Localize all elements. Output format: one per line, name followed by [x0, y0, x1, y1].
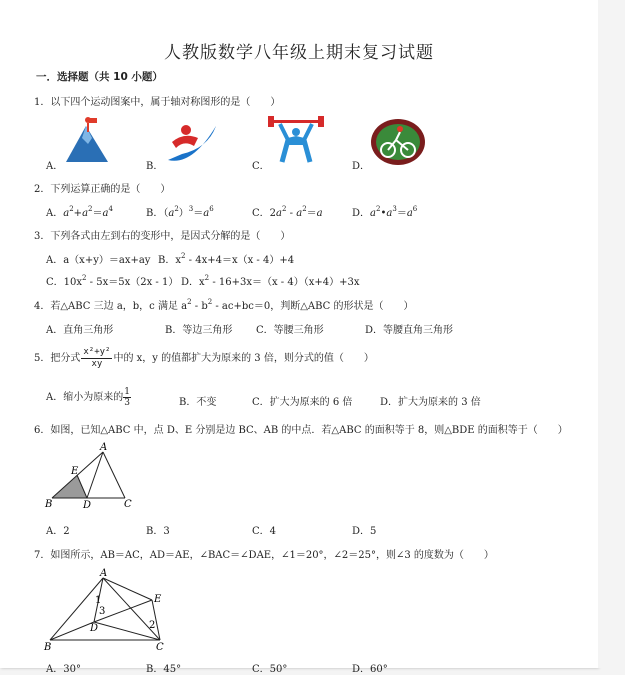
q6-option-c: C．4 [252, 526, 277, 537]
q5-option-d: D．扩大为原来的 3 倍 [380, 397, 481, 408]
q4-option-c: C．等腰三角形 [256, 325, 324, 336]
q7-label-b: B [44, 642, 52, 653]
q7-option-b: B．45° [146, 664, 182, 675]
section-heading: 一．选择题（共 10 小题） [36, 71, 163, 83]
viewer-margin [598, 0, 625, 668]
q5-option-b: B．不变 [179, 397, 217, 408]
q7-option-d: D．60° [352, 664, 388, 675]
q2-option-c: C．$2a^2 - a^2=a$ [252, 205, 323, 219]
q4-option-b: B．等边三角形 [165, 325, 233, 336]
page-title: 人教版数学八年级上期末复习试题 [164, 43, 434, 63]
q7-label-a: A [100, 568, 108, 579]
q2-option-d: D．$a^2•a^3=a^6$ [352, 205, 418, 219]
q2-stem: 2．下列运算正确的是（ ） [34, 184, 171, 195]
q6-label-c: C [124, 499, 132, 510]
q7-label-e: E [154, 594, 162, 605]
q1-option-c-label: C． [252, 161, 270, 172]
one-third-fraction: $\frac{1}{3}$ [124, 387, 130, 408]
q1-option-d-label: D． [352, 161, 371, 172]
q5-option-a: A．缩小为原来的 $\frac{1}{3}$ [46, 387, 130, 408]
q1-option-b-label: B． [146, 161, 164, 172]
q6-stem: 6．如图，已知△ABC 中，点 D、E 分别是边 BC、AB 的中点．若△ABC 的面积等于 8，则△BDE 的面积等于（ ） [34, 425, 568, 436]
q7-option-c: C．50° [252, 664, 288, 675]
q6-option-b: B．3 [146, 526, 170, 537]
q6-triangle-figure [40, 440, 140, 512]
q6-option-a: A．2 [46, 526, 70, 537]
q6-label-d: D [83, 500, 92, 511]
q6-option-d: D．5 [352, 526, 377, 537]
q4-option-a: A．直角三角形 [46, 325, 114, 336]
q7-option-a: A．30° [46, 664, 81, 675]
q3-option-b: B．$x^2 - 4x+4=x(x - 4)+4$ [158, 252, 295, 266]
q6-label-e: E [71, 466, 79, 477]
mountain-climber-icon [62, 116, 112, 166]
q2-option-a: A．$a^2+a^2=a^4$ [46, 205, 113, 219]
q7-angle-1: 1 [95, 595, 102, 606]
q5-stem: 5．把分式 $\frac{\text{x²+y²}}{xy}$ 中的 x，y 的值都扩大为原来的 3 倍，则分式的值（ ） [34, 347, 374, 369]
q4-stem: 4．若△ABC 三边 a，b，c 满足 $a^2 - b^2 - ac+bc=0$，判断△ABC 的形状是（ ） [34, 298, 414, 312]
q7-label-d: D [90, 623, 99, 634]
q3-option-d: D．$x^2 - 16+3x=(x - 4)(x+4)+3x$ [181, 274, 360, 288]
q3-stem: 3．下列各式由左到右的变形中，是因式分解的是（ ） [34, 231, 291, 242]
swimmer-logo-icon [162, 118, 220, 166]
q1-stem: 1．以下四个运动图案中，属于轴对称图形的是（ ） [34, 97, 281, 108]
q6-label-b: B [45, 499, 53, 510]
q2-option-b: B．$(a^2)^3=a^6$ [146, 205, 214, 219]
q5-fraction: $\frac{\text{x²+y²}}{xy}$ [83, 347, 111, 369]
q5-option-c: C．扩大为原来的 6 倍 [252, 397, 353, 408]
q7-angle-3: 3 [99, 606, 106, 617]
q7-angle-2: 2 [149, 620, 156, 631]
q3-option-c: C．$10x^2 - 5x=5x(2x - 1)$ [46, 274, 179, 288]
q1-option-a-label: A． [46, 161, 64, 172]
q4-option-d: D．等腰直角三角形 [365, 325, 454, 336]
cyclist-logo-icon [370, 118, 426, 166]
q7-stem: 7．如图所示，AB＝AC，AD＝AE，∠BAC＝∠DAE，∠1＝20°，∠2＝25°，则∠3 的度数为（ ） [34, 550, 494, 561]
q3-option-a: A．a（x+y）＝ax+ay [46, 255, 151, 266]
weightlifter-icon [268, 116, 324, 166]
q6-label-a: A [100, 442, 108, 453]
q7-triangle-figure [40, 566, 176, 652]
q7-label-c: C [156, 642, 164, 653]
